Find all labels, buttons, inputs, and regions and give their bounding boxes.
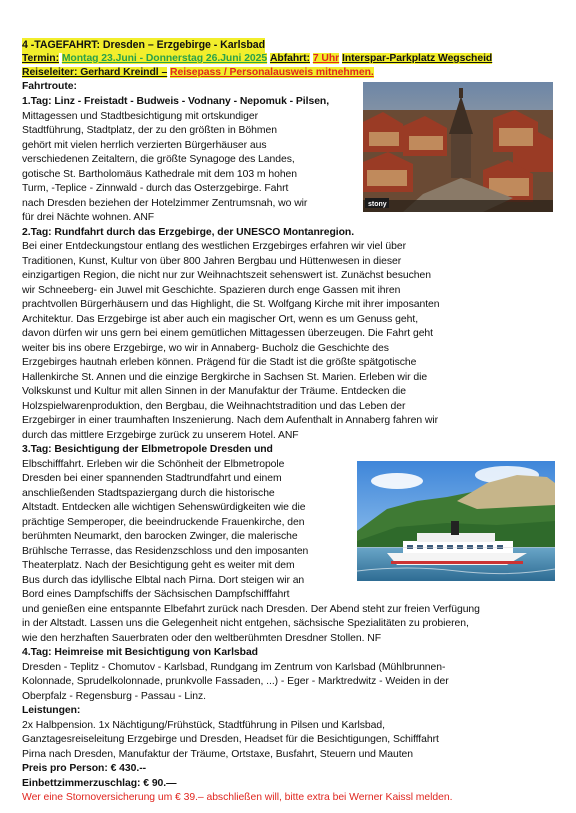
day1-line: 1.Tag: Linz - Freistadt - Budweis - Vodnany - Nepomuk - Pilsen, (22, 96, 330, 107)
day2-line: Volkskunst und Kultur mit allen Sinnen in der Manufaktur der Träume. Entdecken die (22, 386, 407, 397)
day4-line: Oberpfalz - Regensburg - Passau - Linz. (22, 690, 207, 702)
day1-line: gotische St. Bartholomäus Kathedrale mit dem 103 m hohen (22, 168, 298, 180)
single-room-supplement: Einbettzimmerzuschlag: € 90.— (22, 777, 177, 789)
day1-line: nach Dresden beziehen der Hotelzimmer Zentrumsnah, wo wir (22, 197, 308, 209)
abfahrt-time: 7 Uhr (312, 53, 340, 64)
day3-line: Brühlsche Terrasse, das Residenzschloss und den imposanten (22, 545, 309, 557)
day3-line: Elbschifffahrt. Erleben wir die Schönheit der Elbmetropole (22, 458, 285, 470)
day1-line: gehört mit vielen herrlich verzierten Bürgerhäuser aus (22, 139, 267, 151)
tour-leader: Reiseleiter: Gerhard Kreindl – (22, 67, 168, 78)
schedule-line (22, 52, 492, 67)
day1-line: verschiedenen Zeitaltern, die größte Synagoge des Landes, (22, 154, 295, 165)
day3-line: prächtige Semperoper, die beeindruckende Frauenkirche, den (22, 516, 305, 528)
day2-line: prachtvollen Bürgerhäusern und das Highlight, die St. Wolfgang Kirche mit ihrer imposanten (22, 299, 440, 310)
day1-line: Turm, -Teplice - Zinnwald - durch das Osterzgebirge. Fahrt (22, 183, 289, 194)
services-line: Pirna nach Dresden, Manufaktur der Träume, Ortstaxe, Busfahrt, Steuern und Mauten (22, 748, 413, 760)
trip-title: 4 -TAGEFAHRT: Dresden – Erzgebirge - Karlsbad (22, 39, 266, 51)
day3-line: wie den herzhaften Sauerbraten oder den weltberühmten Dresdner Stollen. NF (22, 632, 382, 644)
day3-line: Altstadt. Entdecken alle wichtigen Sehenswürdigkeiten wie die (22, 502, 306, 513)
day2-line: Traditionen, Kunst, Kultur von über 800 Jahren Bergbau und Hüttenwesen in dieser (22, 255, 402, 267)
day3-line: in der Altstadt. Lassen uns die Gelegenheit nicht entgehen, sächsische Spezialitäten zu probieren, (22, 618, 469, 629)
day4-line: Kolonnade, Sprudelkolonnade, prunkvolle Fassaden, ...) - Eger - Marktredwitz - Weiden in der (22, 676, 449, 687)
day3-line: anschließenden Stadtspaziergang durch die historische (22, 487, 275, 499)
leader-line (22, 66, 374, 81)
day3-line: und genießen eine entspannte Elbefahrt zurück nach Dresden. Der Abend steht zur freien Verfügung (22, 603, 480, 615)
pilsen-city-illustration (363, 82, 553, 212)
day3-line: Bord eines Dampfschiffs der Sächsischen Dampfschifffahrt (22, 589, 290, 600)
day2-line: davon dürfen wir uns gern bei einem gemütlichen Mittagessen überzeugen. Die Fahrt geht (22, 328, 433, 339)
services-line: 2x Halbpension. 1x Nächtigung/Frühstück, Stadtführung in Pilsen und Karlsbad, (22, 719, 385, 731)
elbe-steamboat-photo (357, 461, 555, 581)
steamboat-illustration (357, 461, 555, 581)
day4-line: Dresden - Teplitz - Chomutov - Karlsbad, Rundgang im Zentrum von Karlsbad (Mühlbrunnen- (22, 661, 446, 673)
termin-label: Termin: (22, 53, 59, 64)
day1-line: für drei Nächte wohnen. ANF (22, 212, 155, 223)
day2-line: Erzgebirger in einer traumhaften Inszenierung. Nach dem Aufenthalt in Annaberg fahren wir (22, 415, 439, 426)
day1-line: Stadtführung, Stadtplatz, der zu den größten in Böhmen (22, 125, 277, 136)
abfahrt-place: Interspar-Parkplatz Wegscheid (341, 53, 493, 64)
price-per-person: Preis pro Person: € 430.-- (22, 763, 147, 774)
day3-line: Dresden bei einer spannenden Stadtrundfahrt und einem (22, 473, 282, 484)
day3-line: 3.Tag: Besichtigung der Elbmetropole Dresden und (22, 444, 273, 455)
day2-line: wir Schneeberg- ein Juwel mit Geschichte. Spazieren durch enge Gassen mit ihren (22, 284, 401, 296)
day2-line: durch das mittlere Erzgebirge zurück zu unserem Hotel. ANF (22, 429, 299, 441)
photo-logo: stony (368, 201, 387, 208)
day2-line: einzigartigen Region, die nicht nur zur Weihnachtszeit sehenswert ist. Zunächst besuchen (22, 270, 431, 281)
services-heading: Leistungen: (22, 705, 81, 716)
day2-line: weiter bis ins obere Erzgebirge, wo wir in Annaberg- Bucholz die Geschichte des (22, 342, 389, 354)
day2-line: 2.Tag: Rundfahrt durch das Erzgebirge, der UNESCO Montanregion. (22, 226, 355, 238)
pilsen-city-photo (363, 82, 553, 212)
day2-line: Architektur. Das Erzgebirge ist aber auch ein magischer Ort, wenn es um Genuss geht, (22, 313, 419, 325)
insurance-note: Wer eine Stornoversicherung um € 39.– abschließen will, bitte extra bei Werner Kaissl melden. (22, 792, 453, 803)
day2-line: Erzgebirges hautnah erleben können. Prägend für die Stadt ist die größte spätgotische (22, 357, 417, 368)
day4-line: 4.Tag: Heimreise mit Besichtigung von Karlsbad (22, 647, 258, 658)
day2-line: Bei einer Entdeckungstour entlang des westlichen Erzgebirges erfahren wir viel über (22, 241, 406, 252)
route-heading: Fahrtroute: (22, 81, 77, 92)
day1-line: Mittagessen und Stadtbesichtigung mit ortskundiger (22, 110, 259, 122)
day2-line: Holzspielwarenproduktion, den Bergbau, die Weihnachtstradition und das Leben der (22, 400, 406, 412)
day3-line: Bus durch das idyllische Elbtal nach Pirna. Dort steigen wir an (22, 574, 305, 586)
termin-dates: Montag 23.Juni - Donnerstag 26.Juni 2025 (61, 53, 268, 64)
day3-line: Theaterplatz. Nach der Besichtigung geht es weiter mit dem (22, 560, 295, 571)
services-line: Ganztagesreiseleitung Erzgebirge und Dresden, Headset für die Besichtigungen, Schifffahrt (22, 734, 439, 745)
passport-note: Reisepass / Personalausweis mitnehmen. (170, 67, 374, 78)
abfahrt-label: Abfahrt: (269, 53, 310, 64)
day3-line: berühmten Neumarkt, den barocken Zwinger, die malerische (22, 531, 298, 542)
day2-line: Hallenkirche St. Annen und die einzige Bergkirche in Sachsen St. Marien. Erleben wir die (22, 371, 428, 383)
